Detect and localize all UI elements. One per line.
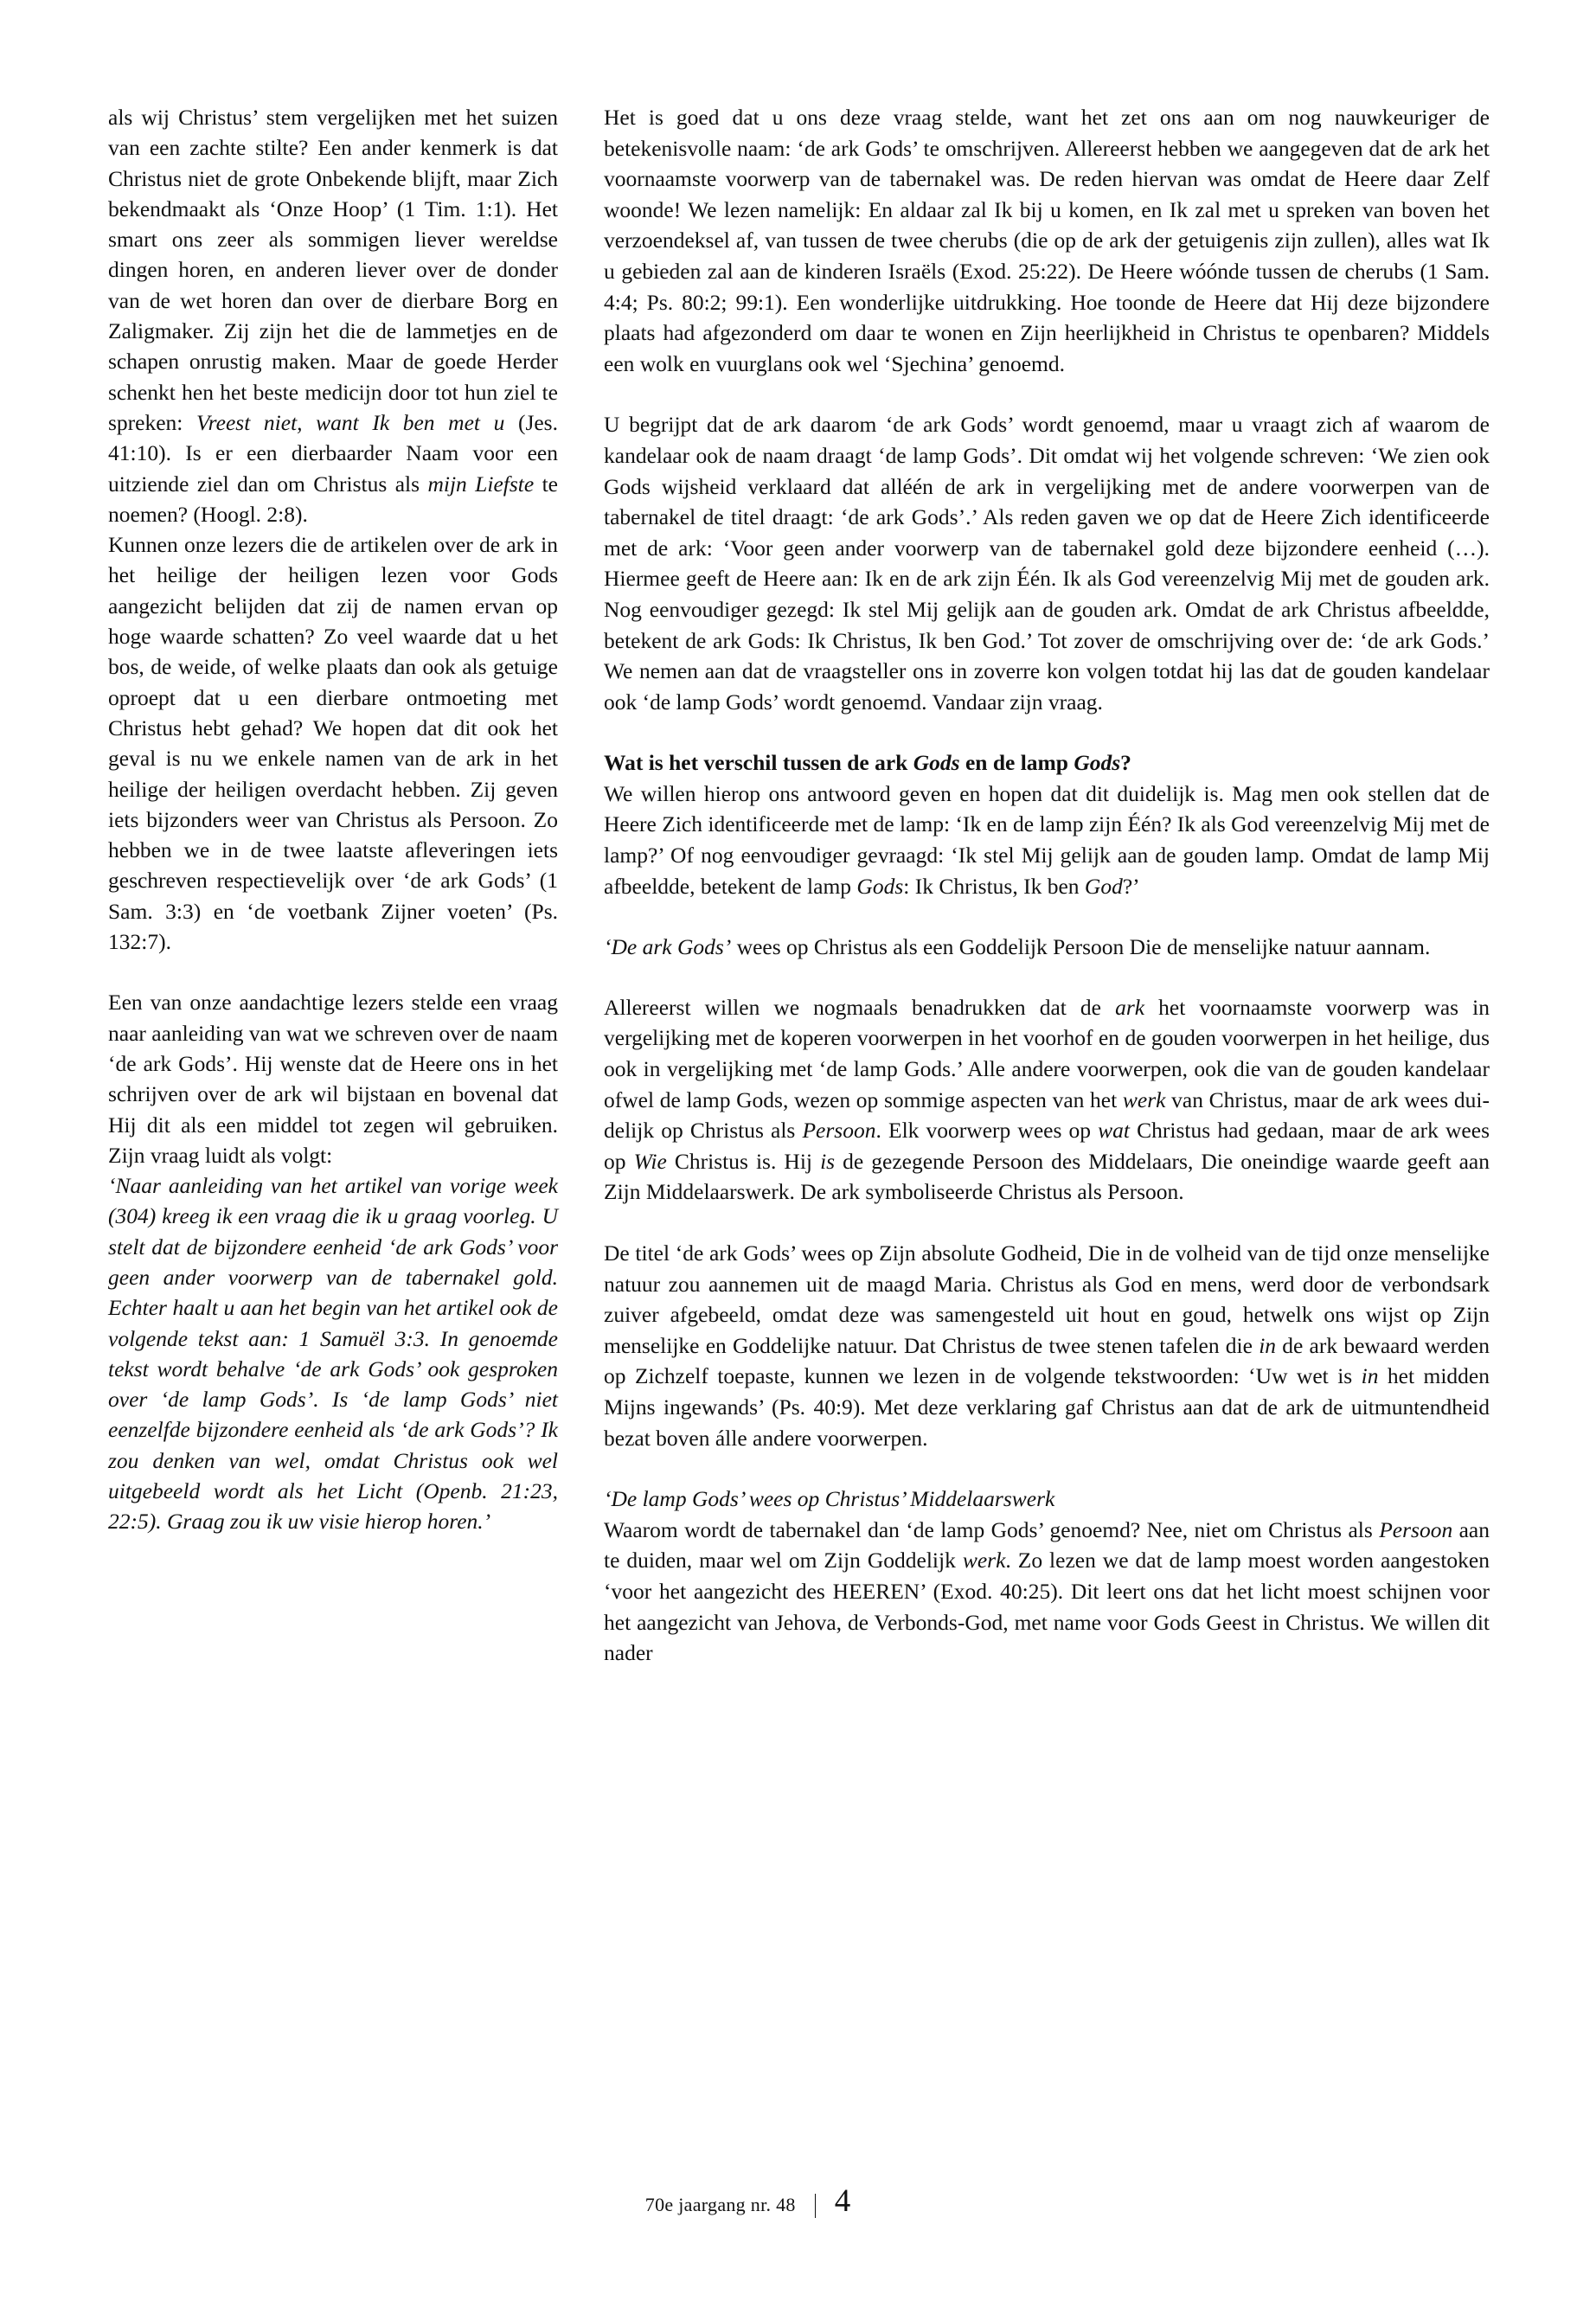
footer-inner	[645, 2185, 850, 2218]
scripture-quote-italic: Vreest niet, want Ik ben met u	[196, 409, 505, 435]
heading-part: Wat is het verschil tussen de ark	[604, 750, 913, 776]
paragraph	[604, 1515, 1490, 1669]
volume-issue-label: 70e jaargang nr. 48	[645, 2194, 816, 2218]
emphasis-italic: in	[1259, 1332, 1277, 1358]
page-footer	[0, 2185, 1596, 2218]
paragraph-text: de ark bewaard werden op Zichzelf toepaste, kunnen we lezen in de volgende tekstwoorden: ‘Uw wet is	[604, 1332, 1490, 1389]
paragraph: Kunnen onze lezers die de artikelen over de ark in het heilige der heiligen lezen voor Gods aangezicht belijden dat zij de namen ervan op hoge waarde schatten? Zo veel waarde dat u het bos, de weide, of welke plaats dan ook als getuige oproept dat u een dierbare ontmoeting met Christus hebt gehad? We hopen dat dit ook het geval is nu we enkele namen van de ark in het heilige der heiligen overdacht hebben. Zij geven iets bijzonders weer van Christus als Persoon. Zo hebben we in de twee laatste afleveringen iets geschreven respectievelijk over ‘de ark Gods’ (1 Sam. 3:3) en ‘de voetbank Zijner voeten’ (Ps. 132:7).	[108, 532, 558, 955]
emphasis-italic: wat	[1098, 1118, 1131, 1144]
two-column-body	[108, 102, 1488, 2118]
emphasis-italic: werk	[962, 1548, 1006, 1574]
paragraph-text-end: te noemen? (Hoogl. 2:8).	[108, 471, 558, 527]
heading-part: en de lamp	[959, 750, 1074, 776]
paragraph	[604, 779, 1490, 901]
reader-question-quote: ‘Naar aanleiding van het artikel van vorige week (304) kreeg ik een vraag die ik u graag voorleg. U stelt dat de bijzondere eenheid ‘de ark Gods’ voor geen ander voorwerp van de tabernakel gold. Echter haalt u aan het begin van het artikel ook de volgende tekst aan: 1 Samuël 3:3. In genoemde tekst wordt behalve ‘de ark Gods’ ook gesproken over ‘de lamp Gods’. Is ‘de lamp Gods’ niet eenzelfde bijzondere eenheid als ‘de ark Gods’? Ik zou denken van wel, omdat Christus ook wel uitgebeeld wordt als het Licht (Openb. 21:23, 22:5). Graag zou ik uw visie hierop horen.’	[108, 1173, 558, 1535]
section-heading	[604, 747, 1490, 779]
paragraph-text: Waarom wordt de tabernakel dan ‘de lamp Gods’ genoemd? Nee, niet om Christus als	[604, 1516, 1380, 1542]
emphasis-italic: werk	[1122, 1086, 1166, 1112]
paragraph-text: . Zo lezen we dat de lamp moest worden aangestoken ‘voor het aangezicht des HEEREN’ (Exod. 40:25). Dit leert ons dat het licht moest schijnen voor het aangezicht van Jehova, de Verbonds-God, met name voor Gods Geest in Christus. We willen dit nader	[604, 1548, 1490, 1666]
paragraph: Een van onze aandachtige lezers stelde een vraag naar aanleiding van wat we schreven over de naam ‘de ark Gods’. Hij wenste dat de Heere ons in het schrijven over de ark wil bijstaan en bovenal dat Hij dit als een middel tot zegen wil gebruiken. Zijn vraag luidt als volgt:	[108, 990, 558, 1168]
emphasis-italic: Wie	[633, 1148, 667, 1174]
paragraph	[604, 1238, 1490, 1453]
emphasis-italic: Gods	[856, 873, 904, 899]
right-column	[604, 102, 1490, 2118]
paragraph-text: van Christus, maar de ark wees duidelijk op Christus als	[604, 1086, 1490, 1144]
paragraph: U begrijpt dat de ark daarom ‘de ark Gods’ wordt genoemd, maar u vraagt zich af waarom de kandelaar ook de naam draagt ‘de lamp Gods’. Dit omdat wij het volgende schreven: ‘We zien ook Gods wijsheid verklaard dat alléén de ark in vergelijking met de andere voorwerpen van de tabernakel de titel draagt: ‘de ark Gods’.’ Als reden gaven we op dat de Heere Zich identificeerde met de ark: ‘Voor geen ander voorwerp van de tabernakel gold deze bijzondere eenheid (…). Hiermee geeft de Heere aan: Ik en de ark zijn Één. Ik als God vereenzelvig Mij met de gouden ark. Nog eenvoudiger gezegd: Ik stel Mij gelijk aan de gouden ark. Omdat de ark Christus afbeeldde, betekent de ark Gods: Ik Christus, Ik ben God.’ Tot zover de omschrijving over de: ‘de ark Gods.’ We nemen aan dat de vraagsteller ons in zoverre kon volgen totdat hij las dat de gouden kandelaar ook ‘de lamp Gods’ wordt genoemd. Vandaar zijn vraag.	[604, 412, 1490, 715]
paragraph-text: wees op Christus als een Goddelijk Persoon Die de menselijke natuur aannam.	[731, 934, 1431, 960]
paragraph: Het is goed dat u ons deze vraag stelde, want het zet ons aan om nog nauwkeuriger de betekenisvolle naam: ‘de ark Gods’ te omschrijven. Allereerst hebben we aangegeven dat de ark het voornaamste voorwerp van de tabernakel was. De reden hiervan was omdat de Heere daar Zelf woonde! We lezen namelijk: En aldaar zal Ik bij u komen, en Ik zal met u spreken van boven het verzoendeksel af, van tussen de twee cherubs (die op de ark der getuigenis zijn zullen), alles wat Ik u gebieden zal aan de kinderen Israëls (Exod. 25:22). De Heere wóónde tussen de cherubs (1 Sam. 4:4; Ps. 80:2; 99:1). Een wonderlijke uitdrukking. Hoe toonde de Heere dat Hij deze bijzondere plaats had afgezonderd om daar te wonen en Zijn heerlijkheid in Christus te openbaren? Middels een wolk en vuurglans ook wel ‘Sjechina’ genoemd.	[604, 105, 1490, 376]
paragraph	[604, 932, 1490, 963]
paragraph-text: Allereerst willen we nogmaals benadrukken dat de	[604, 994, 1116, 1020]
paragraph	[604, 992, 1490, 1208]
paragraph-text: De titel ‘de ark Gods’ wees op Zijn absolute Godheid, Die in de volheid van de tijd onze menselijke natuur zou aannemen uit de maagd Maria. Christus als God en mens, werd door de verbondsark zuiver afgebeeld, omdat deze was samengesteld uit hout en goud, hetwelk ons wijst op Zijn menselijke en Goddelijke natuur. Dat Christus de twee stenen tafelen die	[604, 1240, 1490, 1358]
paragraph-text: het voornaamste voorwerp was in vergelijking met de koperen voorwerpen in het voorhof en de gouden voorwerpen in het heilige, dus ook in vergelijking met ‘de lamp Gods.’ Alle andere voorwerpen, ook die van de gouden kandelaar ofwel de lamp Gods, wezen op sommige aspecten van het	[604, 994, 1490, 1112]
emphasis-italic: Persoon	[1379, 1516, 1453, 1542]
page-number: 4	[834, 2183, 851, 2219]
left-column	[108, 102, 558, 2118]
paragraph-text: als wij Christus’ stem vergelijken met het suizen van een zachte stilte? Een ander kenmerk is dat Christus niet de grote Onbekende blijft, maar Zich bekendmaakt als ‘Onze Hoop’ (1 Tim. 1:1). Het smart ons zeer als sommigen liever wereldse dingen horen, en anderen liever over de donder van de wet horen dan over de dierbare Borg en Zaligmaker. Zij zijn het die de lammetjes en de schapen onrustig maken. Maar de goede Herder schenkt hen het beste medicijn door tot hun ziel te spreken:	[108, 105, 558, 435]
heading-part-italic: Gods	[1074, 750, 1121, 776]
paragraph-text: We willen hierop ons antwoord geven en hopen dat dit duidelijk is. Mag men ook stellen dat de Heere Zich identificeerde met de lamp: ‘Ik en de lamp zijn Één? Ik als God vereenzelvig Mij met de lamp?’ Of nog eenvoudiger gevraagd: ‘Ik stel Mij gelijk aan de gouden lamp. Omdat de lamp Mij afbeeldde, betekent de lamp	[604, 780, 1490, 899]
paragraph	[108, 102, 558, 529]
paragraph-text: de gezegende Persoon des Middelaars, Die oneindige waarde geeft aan Zijn Middelaarswerk. De ark symboliseerde Christus als Persoon.	[604, 1148, 1490, 1205]
emphasis-italic: God	[1084, 873, 1123, 899]
paragraph-text: aan te duiden, maar wel om Zijn Goddelijk	[604, 1516, 1490, 1574]
subsection-heading: ‘De lamp Gods’ wees op Christus’ Middelaarswerk	[604, 1486, 1055, 1512]
heading-part-italic: Gods	[913, 750, 960, 776]
paragraph-text: . Elk voorwerp wees op	[875, 1118, 1099, 1144]
paragraph-text: het midden Mijns ingewands’ (Ps. 40:9). Met deze verklaring gaf Christus aan dat de ark de uitmuntendheid bezat boven álle andere voorwerpen.	[604, 1363, 1490, 1451]
emphasis-italic: is	[820, 1148, 836, 1174]
emphasis-italic: in	[1361, 1363, 1379, 1389]
paragraph-text: : Ik Christus, Ik ben	[903, 873, 1085, 899]
paragraph-text-cont: (Jes. 41:10). Is er een dierbaarder Naam voor een uitziende ziel dan om Christus als	[108, 409, 558, 497]
emphasis-italic: ark	[1115, 994, 1145, 1020]
emphasis-italic: Persoon	[802, 1118, 876, 1144]
paragraph-text: ?’	[1122, 873, 1140, 899]
paragraph-text: Christus had gedaan, maar de ark wees op	[604, 1118, 1490, 1174]
emphasis-italic: mijn Liefste	[427, 471, 535, 497]
paragraph-text: Christus is. Hij	[666, 1148, 821, 1174]
emphasis-italic: ‘De ark Gods’	[604, 934, 732, 960]
heading-part: ?	[1120, 750, 1131, 776]
